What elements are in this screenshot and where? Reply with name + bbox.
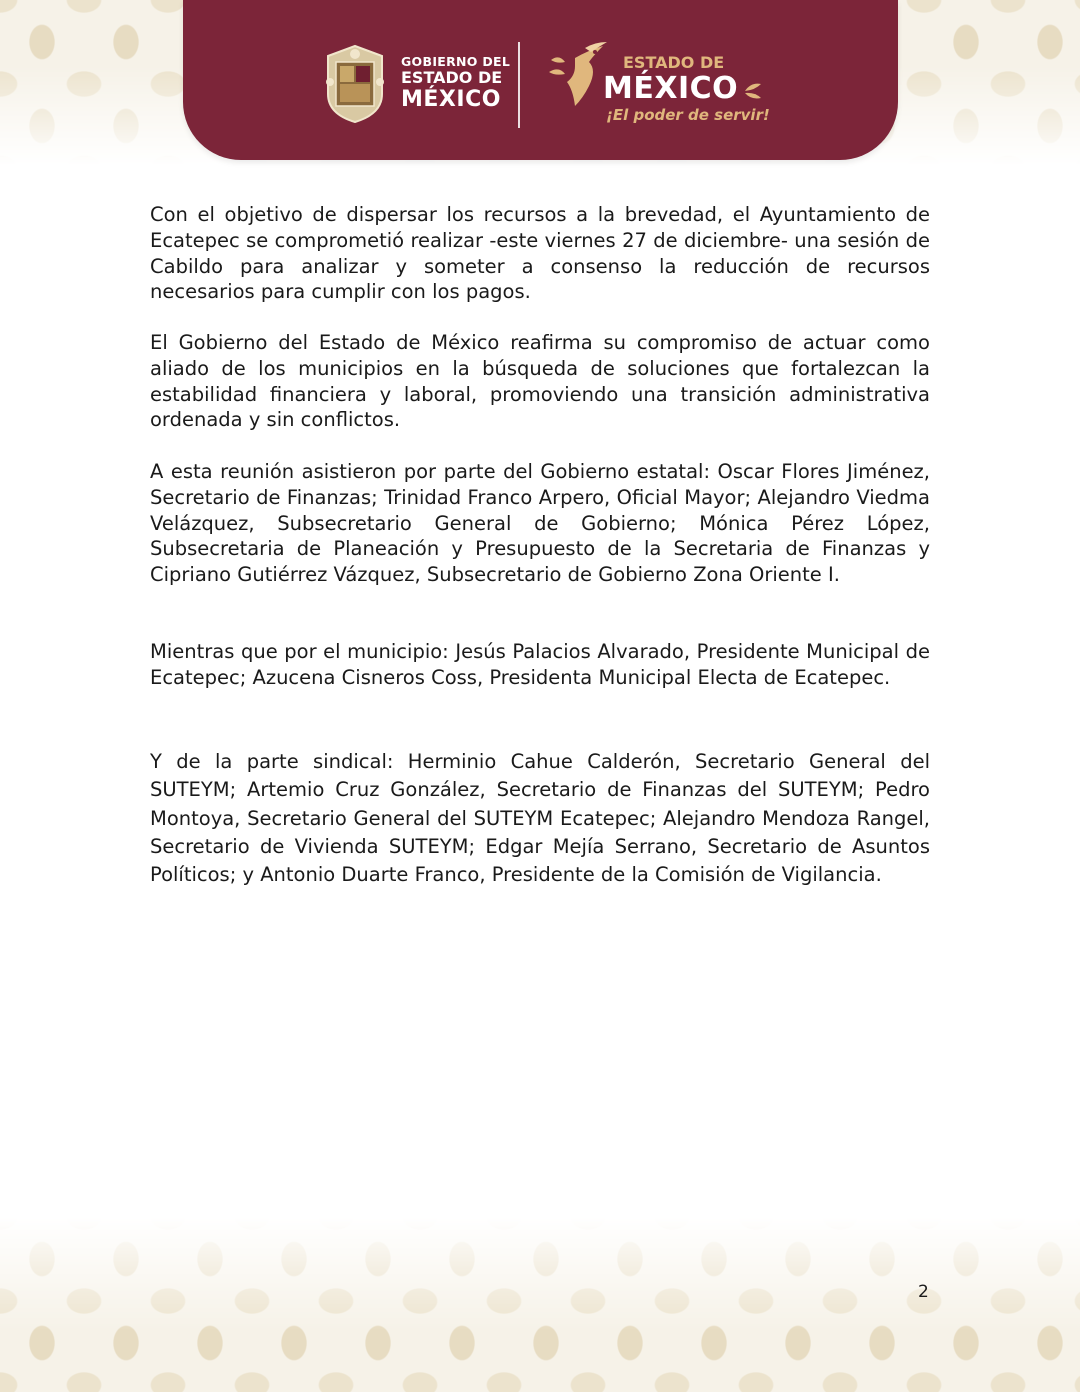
- paragraph: Mientras que por el municipio: Jesús Palacios Alvarado, Presidente Municipal de Ecatepec; Azucena Cisneros Coss, Presidenta Municipal Electa de Ecatepec.: [150, 640, 930, 689]
- paragraph: Con el objetivo de dispersar los recursos a la brevedad, el Ayuntamiento de Ecatepec se comprometió realizar -este viernes 27 de diciembre- una sesión de Cabildo para analizar y someter a consenso la reducción de recursos necesarios para cumplir con los pagos.: [150, 203, 930, 304]
- state-logo-slogan: ¡El poder de servir!: [606, 106, 770, 124]
- page-number: 2: [918, 1282, 929, 1302]
- government-logo-text: [401, 55, 510, 111]
- state-logo-line1: ESTADO DE: [623, 53, 725, 72]
- state-logo-line2: MÉXICO: [603, 71, 739, 106]
- header-banner: [183, 0, 898, 160]
- paragraph: El Gobierno del Estado de México reafirma su compromiso de actuar como aliado de los municipios en la búsqueda de soluciones que fortalezcan la estabilidad financiera y laboral, promoviendo una transición administrativa ordenada y sin conflictos.: [150, 331, 930, 432]
- coat-of-arms-icon: [320, 42, 390, 124]
- gov-logo-line1: GOBIERNO DEL: [401, 54, 511, 69]
- logo-divider: [518, 42, 520, 128]
- gov-logo-line3: MÉXICO: [401, 86, 501, 112]
- laurel-leaf-icon: [743, 80, 765, 102]
- bottom-decorative-pattern: [0, 1217, 1080, 1392]
- gov-logo-line2: ESTADO DE: [401, 68, 503, 88]
- paragraph: Y de la parte sindical: Herminio Cahue Calderón, Secretario General del SUTEYM; Artemio Cruz González, Secretario de Finanzas del SUTEYM; Pedro Montoya, Secretario General del SUTEYM Ecatepec; Alejandro Mendoza Rangel, Secretario de Vivienda SUTEYM; Edgar Mejía Serrano, Secretario de Asuntos Políticos; y Antonio Duarte Franco, Presidente de la Comisión de Vigilancia.: [150, 750, 930, 887]
- paragraph: A esta reunión asistieron por parte del Gobierno estatal: Oscar Flores Jiménez, Secretario de Finanzas; Trinidad Franco Arpero, Oficial Mayor; Alejandro Viedma Velázquez, Subsecretario General de Gobierno; Mónica Pérez López, Subsecretaria de Planeación y Presupuesto de la Secretaria de Finanzas y Cipriano Gutiérrez Vázquez, Subsecretario de Gobierno Zona Oriente I.: [150, 460, 930, 587]
